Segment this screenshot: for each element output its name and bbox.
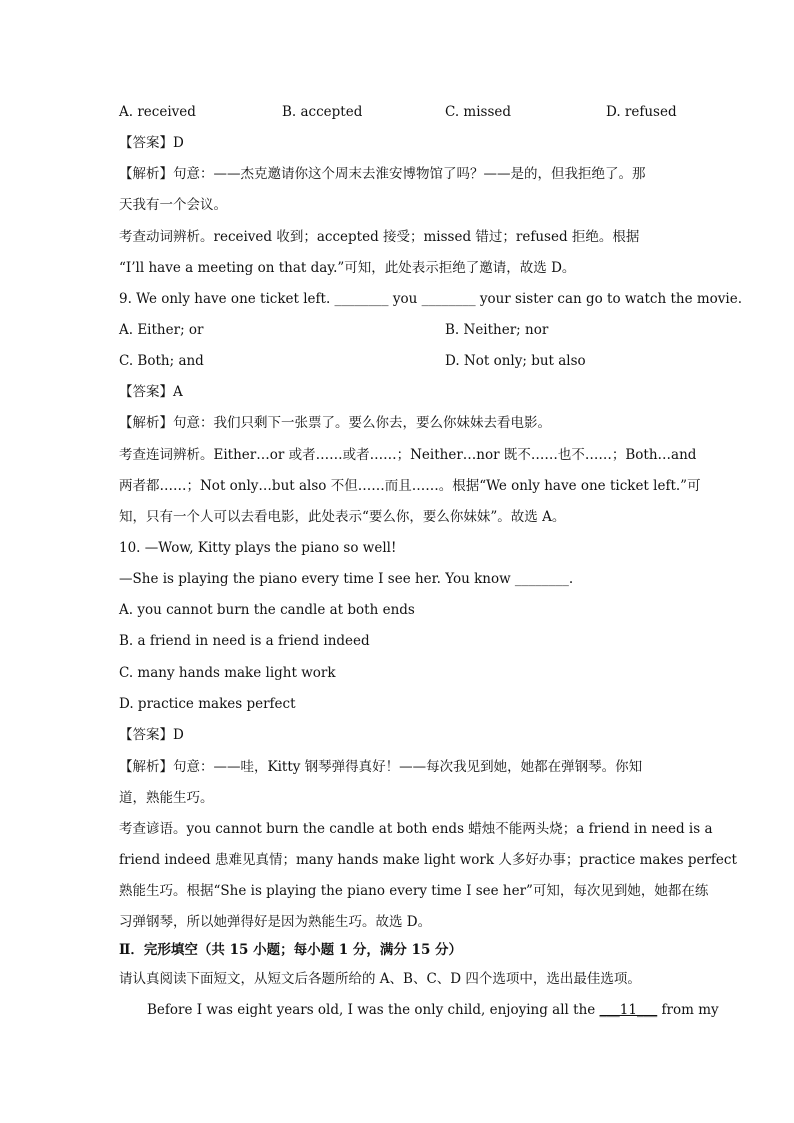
q10-option-a: A. you cannot burn the candle at both ends bbox=[119, 602, 415, 618]
q10-analysis-line: friend indeed 患难见真情；many hands make light work 人多好办事；practice makes perfect bbox=[119, 852, 737, 868]
blank-11: ___11___ bbox=[599, 1002, 658, 1018]
q9-analysis-line: 考查连词辨析。Either…or 或者……或者……；Neither…nor 既不……也不……；Both…and bbox=[119, 447, 697, 463]
q8-option-d: D. refused bbox=[606, 104, 677, 120]
q9-analysis-line: 【解析】句意：我们只剩下一张票了。要么你去，要么你妹妹去看电影。 bbox=[119, 415, 551, 431]
q10-analysis-line: 习弹钢琴，所以她弹得好是因为熟能生巧。故选 D。 bbox=[119, 914, 432, 930]
q10-analysis-line: 考查谚语。you cannot burn the candle at both ends 蜡烛不能两头烧；a friend in need is a bbox=[119, 821, 713, 837]
q10-option-d: D. practice makes perfect bbox=[119, 696, 296, 712]
section-instruction: 请认真阅读下面短文，从短文后各题所给的 A、B、C、D 四个选项中，选出最佳选项。 bbox=[119, 971, 641, 987]
q8-options bbox=[119, 103, 679, 121]
passage-text-end: from my bbox=[657, 1002, 719, 1018]
q8-analysis-line: 天我有一个会议。 bbox=[119, 197, 227, 213]
q10-option-c: C. many hands make light work bbox=[119, 665, 336, 681]
q8-option-c: C. missed bbox=[445, 104, 512, 120]
q9-option-b: B. Neither; nor bbox=[445, 322, 549, 338]
q8-analysis-line: 考查动词辨析。received 收到；accepted 接受；missed 错过；refused 拒绝。根据 bbox=[119, 229, 640, 245]
q10-answer: 【答案】D bbox=[119, 727, 184, 743]
passage-first-line bbox=[147, 1001, 719, 1019]
q10-analysis-line: 【解析】句意：——哇，Kitty 钢琴弹得真好！——每次我见到她，她都在弹钢琴。你知 bbox=[119, 759, 643, 775]
q9-options-row-1 bbox=[119, 321, 679, 339]
q9-answer: 【答案】A bbox=[119, 384, 183, 400]
q10-analysis-line: 道，熟能生巧。 bbox=[119, 790, 214, 806]
q8-analysis-line: 【解析】句意：——杰克邀请你这个周末去淮安博物馆了吗？——是的，但我拒绝了。那 bbox=[119, 166, 646, 182]
q8-answer: 【答案】D bbox=[119, 135, 184, 151]
section-heading: Ⅱ．完形填空（共 15 小题；每小题 1 分，满分 15 分） bbox=[119, 942, 463, 958]
q9-option-c: C. Both; and bbox=[119, 353, 204, 369]
q9-analysis-line: 两者都……；Not only…but also 不但……而且……。根据“We only have one ticket left.”可 bbox=[119, 478, 701, 494]
q9-option-d: D. Not only; but also bbox=[445, 353, 586, 369]
q9-option-a: A. Either; or bbox=[119, 322, 204, 338]
q10-option-b: B. a friend in need is a friend indeed bbox=[119, 633, 370, 649]
q8-option-b: B. accepted bbox=[282, 104, 363, 120]
q10-analysis-line: 熟能生巧。根据“She is playing the piano every time I see her”可知，每次见到她，她都在练 bbox=[119, 883, 709, 899]
q10-stem-line-1: 10. —Wow, Kitty plays the piano so well! bbox=[119, 540, 397, 556]
q8-option-a: A. received bbox=[119, 104, 196, 120]
q10-stem-line-2: —She is playing the piano every time I see her. You know ________. bbox=[119, 571, 574, 587]
q9-stem: 9. We only have one ticket left. ________ you ________ your sister can go to watch the movie. bbox=[119, 291, 743, 307]
q9-analysis-line: 知，只有一个人可以去看电影，此处表示“要么你，要么你妹妹”。故选 A。 bbox=[119, 509, 566, 525]
q9-options-row-2 bbox=[119, 352, 679, 370]
passage-text: Before I was eight years old, I was the only child, enjoying all the bbox=[147, 1002, 600, 1018]
q8-analysis-line: “I’ll have a meeting on that day.”可知，此处表示拒绝了邀请，故选 D。 bbox=[119, 260, 576, 276]
